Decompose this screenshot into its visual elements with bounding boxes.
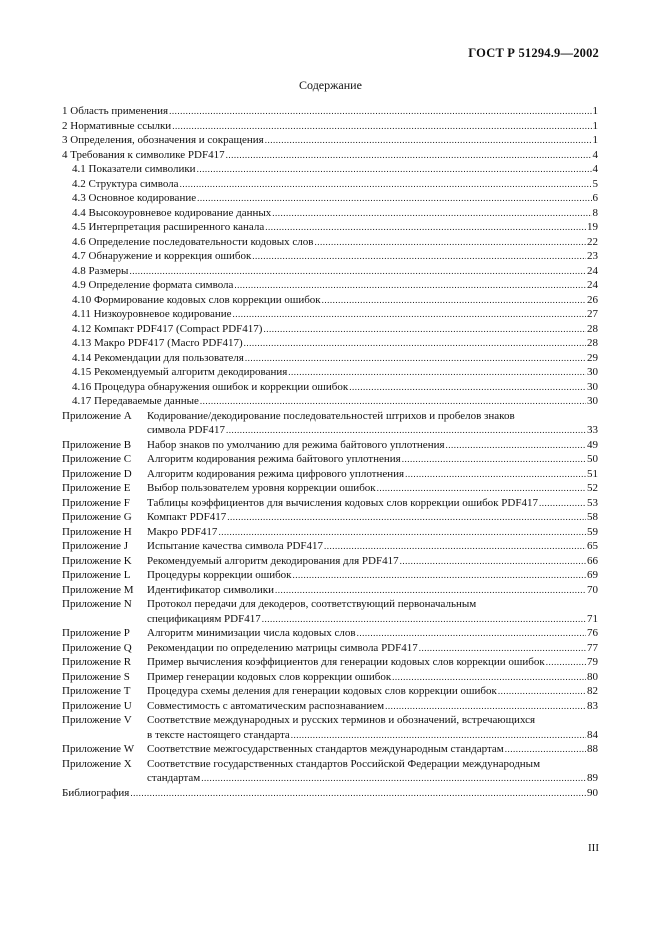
leader-dots [288,365,586,380]
toc-entry-label: 4.17 Передаваемые данные [72,395,199,407]
leader-dots [169,104,591,119]
toc-entry-label: 4.4 Высокоуровневое кодирование данных [72,206,272,219]
appendix-key: Приложение U [62,699,132,712]
toc-entry-page: 76 [587,627,598,639]
appendix-title: Алгоритм кодирования режима байтового уплотнения [147,453,401,465]
toc-entry-page: 6 [592,192,598,204]
toc-entry-subsection[interactable] [62,162,598,177]
toc-entry-appendix-x[interactable] [62,757,598,786]
appendix-key: Приложение L [62,569,131,581]
leader-dots [129,264,586,279]
appendix-title: Рекомендуемый алгоритм декодирования для PDF417 [147,554,399,567]
appendix-key: Приложение P [62,627,130,639]
appendix-key: Приложение M [62,583,134,596]
toc-entry-page: 5 [592,177,598,190]
appendix-key: Приложение A [62,409,132,422]
toc-entry-page: 69 [587,569,598,581]
leader-dots [505,742,586,757]
toc-entry-label: 4.6 Определение последовательности кодовых слов [72,235,314,248]
leader-dots [293,568,586,583]
appendix-key: Приложение B [62,438,132,451]
appendix-key: Приложение J [62,540,129,552]
toc-entry-label: 4.7 Обнаружение и коррекция ошибок [72,250,252,262]
appendix-key: Приложение V [62,714,132,726]
leader-dots [265,133,592,148]
toc-entry-appendix-b[interactable] [62,438,598,453]
toc-entry-appendix-h[interactable] [62,525,598,540]
toc-entry-appendix-p[interactable] [62,626,598,641]
leader-dots [234,278,586,293]
toc-entry-page: 4 [592,163,598,175]
toc-entry-label: 4.11 Низкоуровневое кодирование [72,308,232,320]
toc-entry-label: 4.14 Рекомендации для пользователя [72,351,244,364]
toc-entry-appendix-m[interactable] [62,583,598,598]
appendix-key: Приложение N [62,598,132,610]
toc-entry-label: 4.13 Макро PDF417 (Macro PDF417) [72,337,243,349]
appendix-key: Приложение X [62,757,132,770]
toc-entry-page: 23 [587,250,598,262]
appendix-key: Приложение F [62,496,130,509]
toc-entry-subsection[interactable] [62,336,598,351]
toc-entry-subsection[interactable] [62,365,598,380]
appendix-title: Алгоритм кодирования режима цифрового уплотнения [147,467,405,480]
toc-entry-subsection[interactable] [62,307,598,322]
appendix-key: Приложение S [62,670,130,683]
toc-entry-label: 4.5 Интерпретация расширенного канала [72,221,265,233]
toc-entry-page: 19 [587,221,598,233]
appendix-title: Процедура схемы деления для генерации кодовых слов коррекции ошибок [147,685,497,697]
toc-entry-page: 22 [587,235,598,248]
toc-entry-page: 79 [587,656,598,668]
leader-dots [357,626,586,641]
toc-entry-section-4[interactable] [62,148,598,163]
leader-dots [291,728,586,743]
leader-dots [546,655,586,670]
toc-entry-page: 1 [592,105,598,117]
toc-entry-appendix-q[interactable] [62,641,598,656]
toc-entry-subsection[interactable] [62,206,598,221]
leader-dots [446,438,586,453]
toc-entry-page: 4 [592,148,598,161]
leader-dots [233,307,586,322]
toc-entry-label: 4.2 Структура символа [72,177,179,190]
leader-dots [272,206,591,221]
leader-dots [200,394,586,409]
toc-entry-page: 50 [587,453,598,465]
toc-entry-label: 4.15 Рекомендуемый алгоритм декодирования [72,366,288,378]
toc-entry-page: 27 [587,308,598,320]
leader-dots [262,612,586,627]
appendix-title: символа PDF417 [147,424,226,436]
appendix-key: Приложение T [62,685,131,697]
toc-entry-appendix-g[interactable] [62,510,598,525]
toc-entry-appendix-c[interactable] [62,452,598,467]
toc-entry-page: 90 [587,786,598,799]
document-code: ГОСТ Р 51294.9—2002 [468,46,599,60]
toc-entry-subsection[interactable] [62,177,598,192]
appendix-key: Приложение W [62,743,135,755]
leader-dots [201,771,586,786]
appendix-title: Алгоритм минимизации числа кодовых слов [147,627,356,639]
toc-entry-page: 51 [587,467,598,480]
toc-entry-page: 26 [587,293,598,306]
appendix-title: Выбор пользователем уровня коррекции ошибок [147,482,376,494]
leader-dots [130,786,586,801]
toc-entry-label: 4.1 Показатели символики [72,163,196,175]
table-of-contents [62,104,598,800]
toc-entry-appendix-r[interactable] [62,655,598,670]
appendix-key: Приложение D [62,467,132,480]
toc-entry-page: 65 [587,540,598,552]
leader-dots [419,641,586,656]
toc-entry-appendix-u[interactable] [62,699,598,714]
toc-entry-page: 52 [587,482,598,494]
toc-entry-page: 53 [587,496,598,509]
leader-dots [400,554,586,569]
appendix-title-line: Протокол передачи для декодеров, соответствующий первоначальным [147,598,477,610]
toc-entry-page: 29 [587,351,598,364]
toc-title: Содержание [299,78,362,92]
leader-dots [218,525,586,540]
appendix-title: Компакт PDF417 [147,511,227,523]
toc-entry-bibliography[interactable] [62,786,598,801]
appendix-title: Испытание качества символа PDF417 [147,540,324,552]
toc-entry-appendix-a[interactable] [62,409,598,438]
appendix-title: Макро PDF417 [147,525,218,538]
leader-dots [402,452,586,467]
toc-entry-page: 30 [587,380,598,393]
toc-entry-label: Библиография [62,786,130,799]
toc-entry-page: 71 [587,612,598,625]
toc-entry-appendix-v[interactable] [62,713,598,742]
appendix-title-line: Соответствие международных и русских терминов и обозначений, встречающихся [147,714,536,726]
toc-entry-appendix-n[interactable] [62,597,598,626]
appendix-title: Рекомендации по определению матрицы символа PDF417 [147,641,418,654]
toc-entry-label: 2 Нормативные ссылки [62,119,172,132]
toc-entry-page: 89 [587,772,598,784]
toc-entry-subsection[interactable] [62,380,598,395]
leader-dots [172,119,591,134]
leader-dots [349,380,586,395]
toc-entry-subsection[interactable] [62,394,598,409]
toc-entry-page: 77 [587,641,598,654]
leader-dots [226,148,592,163]
toc-entry-appendix-k[interactable] [62,554,598,569]
toc-entry-subsection[interactable] [62,351,598,366]
toc-entry-page: 28 [587,337,598,349]
toc-entry-page: 88 [587,743,598,755]
toc-entry-page: 24 [587,279,598,291]
appendix-title: в тексте настоящего стандарта [147,728,290,741]
toc-entry-page: 33 [587,424,598,436]
appendix-key: Приложение C [62,453,132,465]
toc-entry-page: 30 [587,395,598,407]
toc-entry-label: 4.3 Основное кодирование [72,192,197,204]
leader-dots [314,235,586,250]
leader-dots [197,162,592,177]
toc-entry-label: 4.10 Формирование кодовых слов коррекции ошибок [72,293,321,306]
appendix-key: Приложение Q [62,641,132,654]
appendix-title: Пример вычисления коэффициентов для генерации кодовых слов коррекции ошибок [147,656,545,668]
toc-entry-page: 58 [587,511,598,523]
leader-dots [498,684,586,699]
appendix-title: Набор знаков по умолчанию для режима байтового уплотнения [147,438,445,451]
leader-dots [539,496,586,511]
toc-entry-page: 70 [587,583,598,596]
toc-entry-subsection[interactable] [62,220,598,235]
toc-entry-section-1[interactable] [62,104,598,119]
toc-entry-page: 30 [587,366,598,378]
appendix-key: Приложение K [62,554,132,567]
appendix-title: Идентификатор символики [147,583,275,596]
appendix-title-line: Соответствие государственных стандартов Российской Федерации международным [147,757,541,770]
toc-entry-page: 28 [587,322,598,335]
toc-entry-subsection[interactable] [62,191,598,206]
appendix-title: спецификациям PDF417 [147,612,261,625]
appendix-title: Таблицы коэффициентов для вычисления кодовых слов коррекции ошибок PDF417 [147,496,538,509]
toc-entry-label: 4.9 Определение формата символа [72,279,234,291]
toc-entry-page: 1 [592,134,598,146]
toc-entry-subsection[interactable] [62,264,598,279]
toc-entry-page: 1 [592,119,598,132]
leader-dots [385,699,586,714]
appendix-key: Приложение E [62,482,131,494]
toc-entry-appendix-s[interactable] [62,670,598,685]
toc-entry-page: 83 [587,699,598,712]
appendix-title-line: Кодирование/декодирование последовательностей штрихов и пробелов знаков [147,409,515,422]
leader-dots [226,423,586,438]
leader-dots [275,583,586,598]
appendix-title: Соответствие межгосударственных стандартов международным стандартам [147,743,504,755]
toc-entry-appendix-e[interactable] [62,481,598,496]
toc-entry-label: 3 Определения, обозначения и сокращения [62,134,264,146]
toc-entry-label: 4 Требования к символике PDF417 [62,148,225,161]
toc-entry-section-3[interactable] [62,133,598,148]
leader-dots [377,481,586,496]
toc-entry-appendix-l[interactable] [62,568,598,583]
appendix-key: Приложение H [62,525,132,538]
toc-entry-label: 1 Область применения [62,105,169,117]
leader-dots [324,539,586,554]
toc-entry-page: 84 [587,728,598,741]
toc-entry-appendix-d[interactable] [62,467,598,482]
leader-dots [263,322,586,337]
toc-entry-label: 4.12 Компакт PDF417 (Compact PDF417) [72,322,263,335]
toc-entry-label: 4.8 Размеры [72,264,129,277]
toc-entry-subsection[interactable] [62,249,598,264]
appendix-title: Пример генерации кодовых слов коррекции ошибок [147,670,392,683]
toc-entry-subsection[interactable] [62,322,598,337]
toc-entry-section-2[interactable] [62,119,598,134]
leader-dots [197,191,591,206]
toc-entry-page: 59 [587,525,598,538]
toc-entry-page: 49 [587,438,598,451]
toc-entry-subsection[interactable] [62,235,598,250]
toc-entry-appendix-f[interactable] [62,496,598,511]
toc-entry-subsection[interactable] [62,293,598,308]
toc-entry-page: 66 [587,554,598,567]
toc-entry-subsection[interactable] [62,278,598,293]
toc-entry-page: 82 [587,685,598,697]
leader-dots [227,510,586,525]
appendix-key: Приложение G [62,511,132,523]
toc-entry-page: 8 [592,206,598,219]
appendix-title: стандартам [147,772,201,784]
toc-entry-page: 80 [587,670,598,683]
leader-dots [245,351,586,366]
appendix-key: Приложение R [62,656,132,668]
leader-dots [252,249,586,264]
leader-dots [322,293,586,308]
leader-dots [265,220,586,235]
page-number: III [588,842,599,854]
toc-entry-label: 4.16 Процедура обнаружения ошибок и коррекции ошибок [72,380,349,393]
appendix-title: Совместимость с автоматическим распознаванием [147,699,385,712]
leader-dots [405,467,586,482]
appendix-title: Процедуры коррекции ошибок [147,569,292,581]
toc-entry-appendix-w[interactable] [62,742,598,757]
leader-dots [244,336,586,351]
toc-entry-appendix-j[interactable] [62,539,598,554]
toc-entry-page: 24 [587,264,598,277]
toc-entry-appendix-t[interactable] [62,684,598,699]
leader-dots [180,177,592,192]
leader-dots [392,670,586,685]
